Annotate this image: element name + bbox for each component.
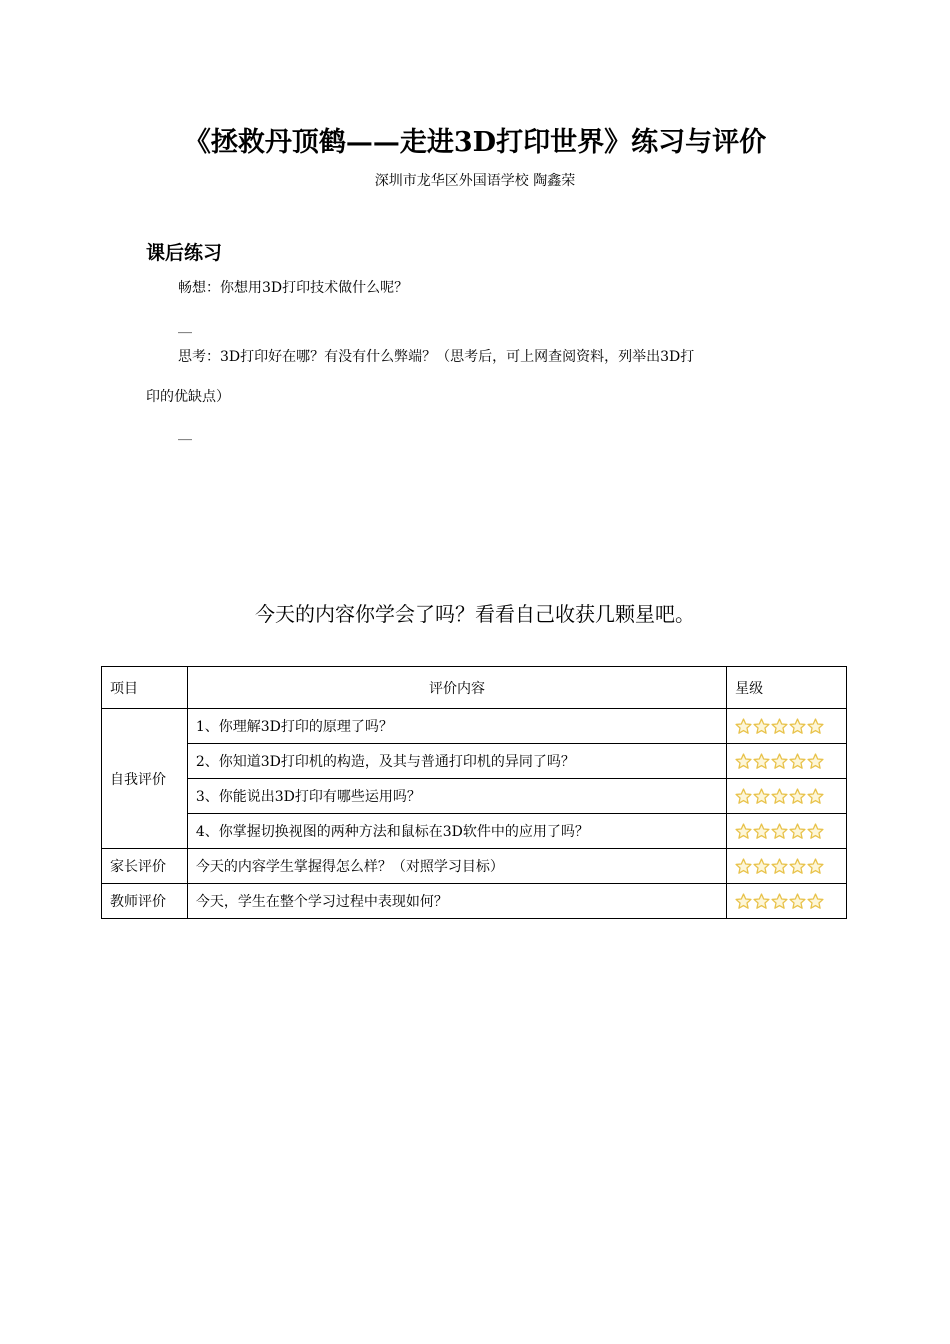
outline-star-icon[interactable]: [753, 788, 770, 805]
table-row: [102, 814, 847, 849]
outline-star-icon[interactable]: [807, 823, 824, 840]
row-rating: [727, 814, 847, 849]
outline-star-icon[interactable]: [771, 858, 788, 875]
table-row: [102, 779, 847, 814]
row-content: 今天的内容学生掌握得怎么样？（对照学习目标）: [187, 849, 726, 884]
outline-star-icon[interactable]: [789, 893, 806, 910]
exercise-question-2-line-1: 思考：3D打印好在哪？有没有什么弊端？（思考后，可上网查阅资料，列举出3D打: [178, 349, 695, 365]
outline-star-icon[interactable]: [735, 788, 752, 805]
row-content: 2、你知道3D打印机的构造，及其与普通打印机的异同了吗？: [187, 744, 726, 779]
star-rating[interactable]: [735, 893, 824, 910]
group-teacher-evaluation: 教师评价: [102, 884, 188, 919]
outline-star-icon[interactable]: [807, 893, 824, 910]
exercise-question-1: 畅想：你想用3D打印技术做什么呢？: [178, 280, 409, 296]
outline-star-icon[interactable]: [771, 753, 788, 770]
outline-star-icon[interactable]: [735, 753, 752, 770]
header-item: 项目: [102, 667, 188, 709]
outline-star-icon[interactable]: [807, 718, 824, 735]
outline-star-icon[interactable]: [735, 718, 752, 735]
outline-star-icon[interactable]: [771, 788, 788, 805]
star-rating[interactable]: [735, 753, 824, 770]
table-row: [102, 884, 847, 919]
outline-star-icon[interactable]: [789, 823, 806, 840]
outline-star-icon[interactable]: [789, 858, 806, 875]
outline-star-icon[interactable]: [753, 893, 770, 910]
outline-star-icon[interactable]: [771, 718, 788, 735]
evaluation-prompt: 今天的内容你学会了吗？看看自己收获几颗星吧。: [255, 602, 695, 626]
table-row: [102, 709, 847, 744]
group-self-evaluation: 自我评价: [102, 709, 188, 849]
star-rating[interactable]: [735, 858, 824, 875]
table-row: [102, 744, 847, 779]
row-content: 3、你能说出3D打印有哪些运用吗？: [187, 779, 726, 814]
outline-star-icon[interactable]: [735, 823, 752, 840]
outline-star-icon[interactable]: [735, 858, 752, 875]
group-parent-evaluation: 家长评价: [102, 849, 188, 884]
page-title: 《拯救丹顶鹤——走进3D打印世界》练习与评价: [183, 127, 767, 158]
star-rating[interactable]: [735, 788, 824, 805]
header-content: 评价内容: [187, 667, 726, 709]
star-rating[interactable]: [735, 823, 824, 840]
author-line: 深圳市龙华区外国语学校 陶鑫荣: [374, 173, 576, 189]
outline-star-icon[interactable]: [735, 893, 752, 910]
star-rating[interactable]: [735, 718, 824, 735]
outline-star-icon[interactable]: [753, 753, 770, 770]
header-rating: 星级: [727, 667, 847, 709]
answer-blank-2: __: [178, 425, 192, 441]
row-content: 1、你理解3D打印的原理了吗？: [187, 709, 726, 744]
outline-star-icon[interactable]: [789, 718, 806, 735]
outline-star-icon[interactable]: [807, 858, 824, 875]
outline-star-icon[interactable]: [807, 753, 824, 770]
outline-star-icon[interactable]: [753, 823, 770, 840]
exercises-heading: 课后练习: [146, 242, 223, 264]
outline-star-icon[interactable]: [753, 858, 770, 875]
outline-star-icon[interactable]: [807, 788, 824, 805]
exercise-question-2-line-2: 印的优缺点）: [146, 389, 230, 405]
row-rating: [727, 709, 847, 744]
row-content: 今天，学生在整个学习过程中表现如何？: [187, 884, 726, 919]
table-header-row: [102, 667, 847, 709]
outline-star-icon[interactable]: [753, 718, 770, 735]
row-rating: [727, 884, 847, 919]
row-rating: [727, 849, 847, 884]
table-row: [102, 849, 847, 884]
outline-star-icon[interactable]: [789, 788, 806, 805]
row-rating: [727, 779, 847, 814]
row-content: 4、你掌握切换视图的两种方法和鼠标在3D软件中的应用了吗？: [187, 814, 726, 849]
evaluation-table: [101, 666, 847, 919]
row-rating: [727, 744, 847, 779]
answer-blank-1: __: [178, 318, 192, 334]
outline-star-icon[interactable]: [771, 893, 788, 910]
outline-star-icon[interactable]: [789, 753, 806, 770]
outline-star-icon[interactable]: [771, 823, 788, 840]
